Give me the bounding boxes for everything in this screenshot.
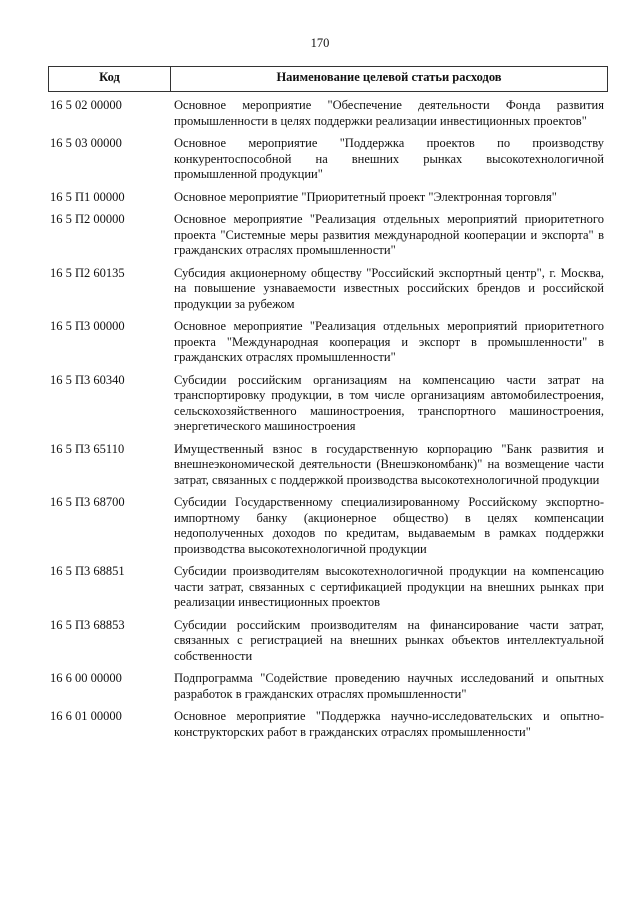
column-header-code: Код [49, 67, 171, 91]
row-name: Субсидия акционерному обществу "Российский экспортный центр", г. Москва, на повышение узнаваемости известных российских брендов и российской продукции за рубежом [174, 265, 604, 311]
row-name: Имущественный взнос в государственную корпорацию "Банк развития и внешнеэкономической деятельности (Внешэкономбанк)" на возмещение части затрат, связанных с поддержкой производства высокотехнологичной продукции [174, 441, 604, 487]
table-row [48, 373, 608, 435]
table-body [48, 98, 608, 747]
row-code: 16 6 01 00000 [50, 709, 122, 723]
row-name: Субсидии российским организациям на компенсацию части затрат на транспортировку продукции, в том числе организациям автомобилестроения, сельскохозяйственного машиностроения, транспортного машиностроения, энергетического машиностроения [174, 372, 604, 433]
table-row [48, 618, 608, 665]
row-code: 16 5 03 00000 [50, 136, 122, 150]
row-code: 16 5 П3 65110 [50, 441, 125, 456]
row-name: Основное мероприятие "Реализация отдельных мероприятий приоритетного проекта "Системные меры развития международной кооперации и экспорта" в гражданских отраслях промышленности" [174, 212, 604, 257]
row-code: 16 5 П3 68700 [50, 495, 125, 509]
row-code: 16 5 П3 68853 [50, 617, 125, 632]
row-name: Основное мероприятие "Реализация отдельных мероприятий приоритетного проекта "Международная кооперация и экспорт в промышленности" в гражданских отраслях промышленности" [174, 319, 604, 364]
row-code: 16 5 П2 00000 [50, 212, 125, 226]
row-name: Основное мероприятие "Приоритетный проект "Электронная торговля" [174, 189, 557, 204]
table-row [48, 671, 608, 702]
row-name: Субсидии Государственному специализированному Российскому экспортно-импортному банку (акционерное общество) в целях компенсации недополученных доходов по кредитам, выдаваемым в рамках поддержки производства высокотехнологичной продукции [174, 495, 604, 556]
row-name: Подпрограмма "Содействие проведению научных исследований и опытных разработок в гражданских отраслях промышленности" [174, 671, 604, 701]
table-row [48, 319, 608, 366]
table-row [48, 190, 608, 206]
table-row [48, 564, 608, 611]
row-code: 16 5 П3 00000 [50, 319, 125, 333]
row-name: Основное мероприятие "Обеспечение деятельности Фонда развития промышленности в целях поддержки реализации инвестиционных проектов" [174, 98, 604, 128]
table-row [48, 495, 608, 557]
row-name: Субсидии производителям высокотехнологичной продукции на компенсацию части затрат, связанных с сертификацией продукции на внешних рынках при реализации инвестиционных проектов [174, 564, 604, 609]
row-code: 16 5 П3 60340 [50, 372, 125, 387]
page-number: 170 [310, 36, 330, 50]
table-row [48, 266, 608, 313]
row-code: 16 6 00 00000 [50, 671, 122, 685]
row-code: 16 5 П3 68851 [50, 564, 125, 578]
table-row [48, 442, 608, 489]
table-row [48, 709, 608, 740]
row-code: 16 5 П1 00000 [50, 189, 125, 204]
table-header [48, 66, 608, 92]
row-code: 16 5 П2 60135 [50, 265, 125, 280]
row-name: Субсидии российским производителям на финансирование части затрат, связанных с регистрацией на внешних рынках объектов интеллектуальной собственности [174, 617, 604, 663]
column-header-name: Наименование целевой статьи расходов [276, 70, 502, 84]
row-name: Основное мероприятие "Поддержка научно-исследовательских и опытно-конструкторских работ в гражданских отраслях промышленности" [174, 709, 604, 739]
table-row [48, 98, 608, 129]
table-row [48, 212, 608, 259]
row-code: 16 5 02 00000 [50, 98, 122, 112]
row-name: Основное мероприятие "Поддержка проектов по производству конкурентоспособной на внешних рынках высокотехнологичной промышленной продукции" [174, 136, 604, 181]
table-row [48, 136, 608, 183]
